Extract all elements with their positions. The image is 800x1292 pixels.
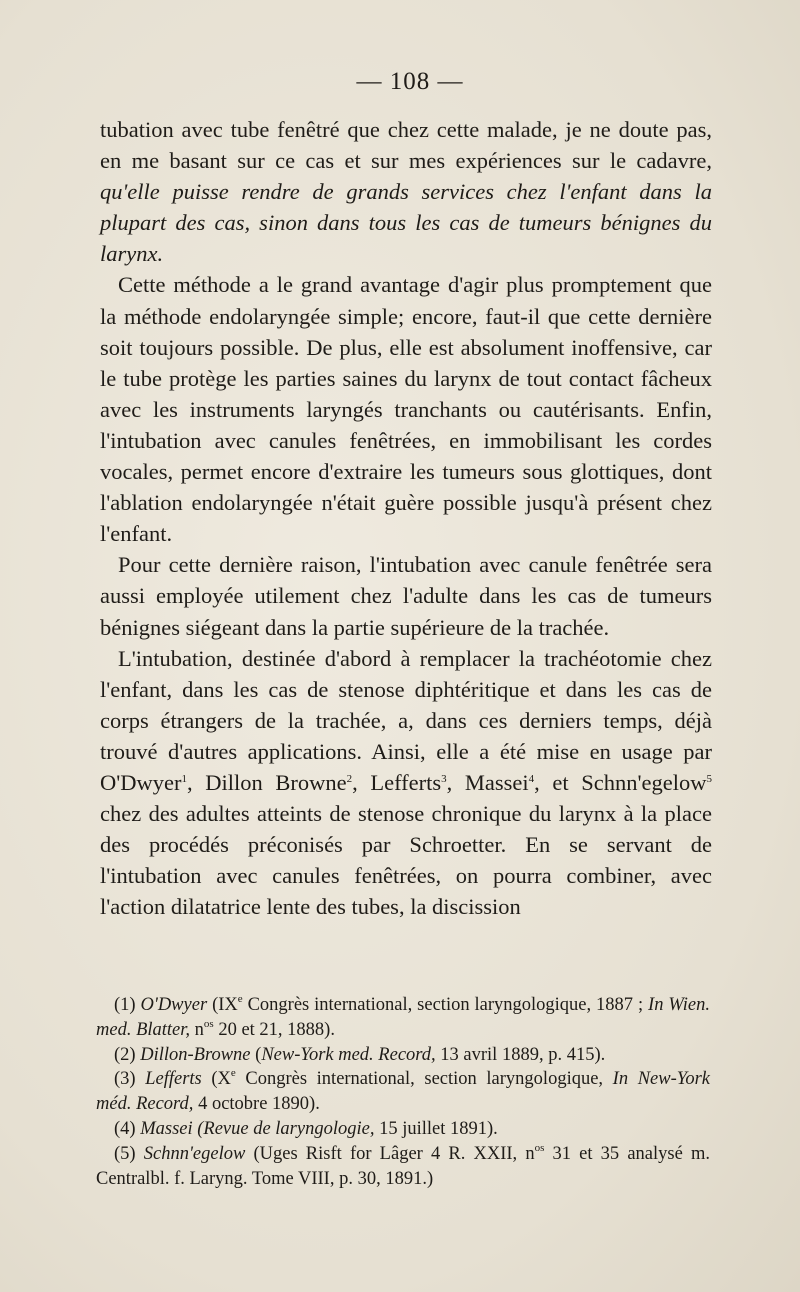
footnote-1-sup-2: os [203,1017,214,1030]
footnote-3-journal: In New-York méd. Record, [96,1069,711,1115]
footnote-5 [96,1142,710,1192]
footnote-ref-4: 4 [528,772,535,785]
paragraph-1 [100,114,712,269]
footnote-2-number: (2) [114,1044,141,1065]
footnote-3-text-b: Congrès international, section laryngologique, [235,1069,613,1090]
footnote-5-text-a: (Uges Risft for Lâger 4 R. XXII, n [245,1143,535,1164]
footnote-2 [96,1043,710,1068]
footnote-2-author: Dillon-Browne [140,1044,251,1065]
footnote-2-journal: New-York med. Record, [261,1044,436,1065]
footnote-ref-5: 5 [706,772,712,785]
footnote-5-author: Schnn'egelow [143,1143,246,1164]
footnote-5-number: (5) [114,1143,144,1164]
footnote-1-journal: In Wien. med. Blatter, [96,995,710,1040]
footnote-1-text-b: Congrès international, section laryngologique, 1887 ; [242,995,649,1015]
paragraph-4-text-c: , Lefferts [352,769,442,795]
footnote-5-sup: os [534,1141,545,1154]
footnote-1-text-c: n [190,1019,204,1040]
paragraph-4-text-d: , Massei [446,769,529,795]
footnote-1-author: O'Dwyer [140,995,208,1015]
paragraph-4-text-f: chez des adultes atteints de stenose chronique du larynx à la place des procédés préconisés par Schroetter. En se servant de l'intubation avec canules fenêtrées, on pourra combiner, avec l'action dilatatrice lente des tubes, la discission [100,801,712,920]
footnote-3-text-a: (X [201,1069,231,1090]
paragraph-2: Cette méthode a le grand avantage d'agir plus promptement que la méthode endolaryngée simple; encore, faut-il que cette dernière soit toujours possible. De plus, elle est absolument inoffensive, car le tube protège les parties saines du larynx de tout contact fâcheux avec les instruments laryngés tranchants ou cautérisants. Enfin, l'intubation avec canules fenêtrées, en immobilisant les cordes vocales, permet encore d'extraire les tumeurs sous glottiques, dont l'ablation endolaryngée n'était guère possible jusqu'à présent chez l'enfant. [100,272,712,547]
paragraph-3: Pour cette dernière raison, l'intubation avec canule fenêtrée sera aussi employée utilement chez l'adulte dans les cas de tumeurs bénignes siégeant dans la partie supérieure de la trachée. [100,552,712,640]
footnote-4-author: Massei (Revue de laryngologie, [140,1118,375,1139]
footnote-3-text-c: 4 octobre 1890). [193,1094,320,1115]
footnote-3-author: Lefferts [145,1069,202,1090]
footnote-1-number: (1) [114,995,141,1015]
paragraph-4 [100,643,712,923]
footnote-1-text-a: (IX [207,995,238,1015]
footnote-3-number: (3) [114,1069,146,1090]
paragraph-1-text: tubation avec tube fenêtré que chez cette malade, je ne doute pas, en me basant sur ce cas et sur mes expériences sur le cadavre, [100,117,712,174]
footnote-3-sup: e [230,1067,236,1080]
footnote-1-text-d: 20 et 21, 1888). [213,1019,335,1040]
paragraph-4-text-e: , et Schnn'egelow [534,769,707,795]
footnotes [96,993,710,1191]
footnote-ref-3: 3 [441,772,447,785]
footnote-4 [96,1117,710,1142]
page-number: — 108 — [356,68,464,95]
paragraph-4-text-b: , Dillon Browne [187,769,347,795]
footnote-2-text-a: ( [250,1044,262,1065]
footnote-1 [96,993,710,1043]
footnote-3 [96,1067,710,1117]
footnote-4-text-a: 15 juillet 1891). [374,1118,498,1139]
paragraph-4-text-a: L'intubation, destinée d'abord à remplacer la trachéotomie chez l'enfant, dans les cas de stenose diphtéritique et dans les cas de corps étrangers de la trachée, a, dans ces derniers temps, déjà trouvé d'autres applications. Ainsi, elle a été mise en usage par O'Dwyer [100,645,712,795]
paragraph-1-emphasis: qu'elle puisse rendre de grands services chez l'enfant dans la plupart des cas, sinon dans tous les cas de tumeurs bénignes du larynx. [100,179,712,267]
footnote-5-text-b: 31 et 35 analysé m. Centralbl. f. Laryng. Tome VIII, p. 30, 1891.) [96,1143,710,1189]
footnote-1-sup: e [237,993,243,1005]
footnote-2-text-b: 13 avril 1889, p. 415). [435,1044,606,1065]
footnote-4-number: (4) [114,1118,141,1139]
footnote-ref-1: 1 [181,772,188,785]
footnote-ref-2: 2 [346,772,353,785]
body-text [100,114,712,922]
